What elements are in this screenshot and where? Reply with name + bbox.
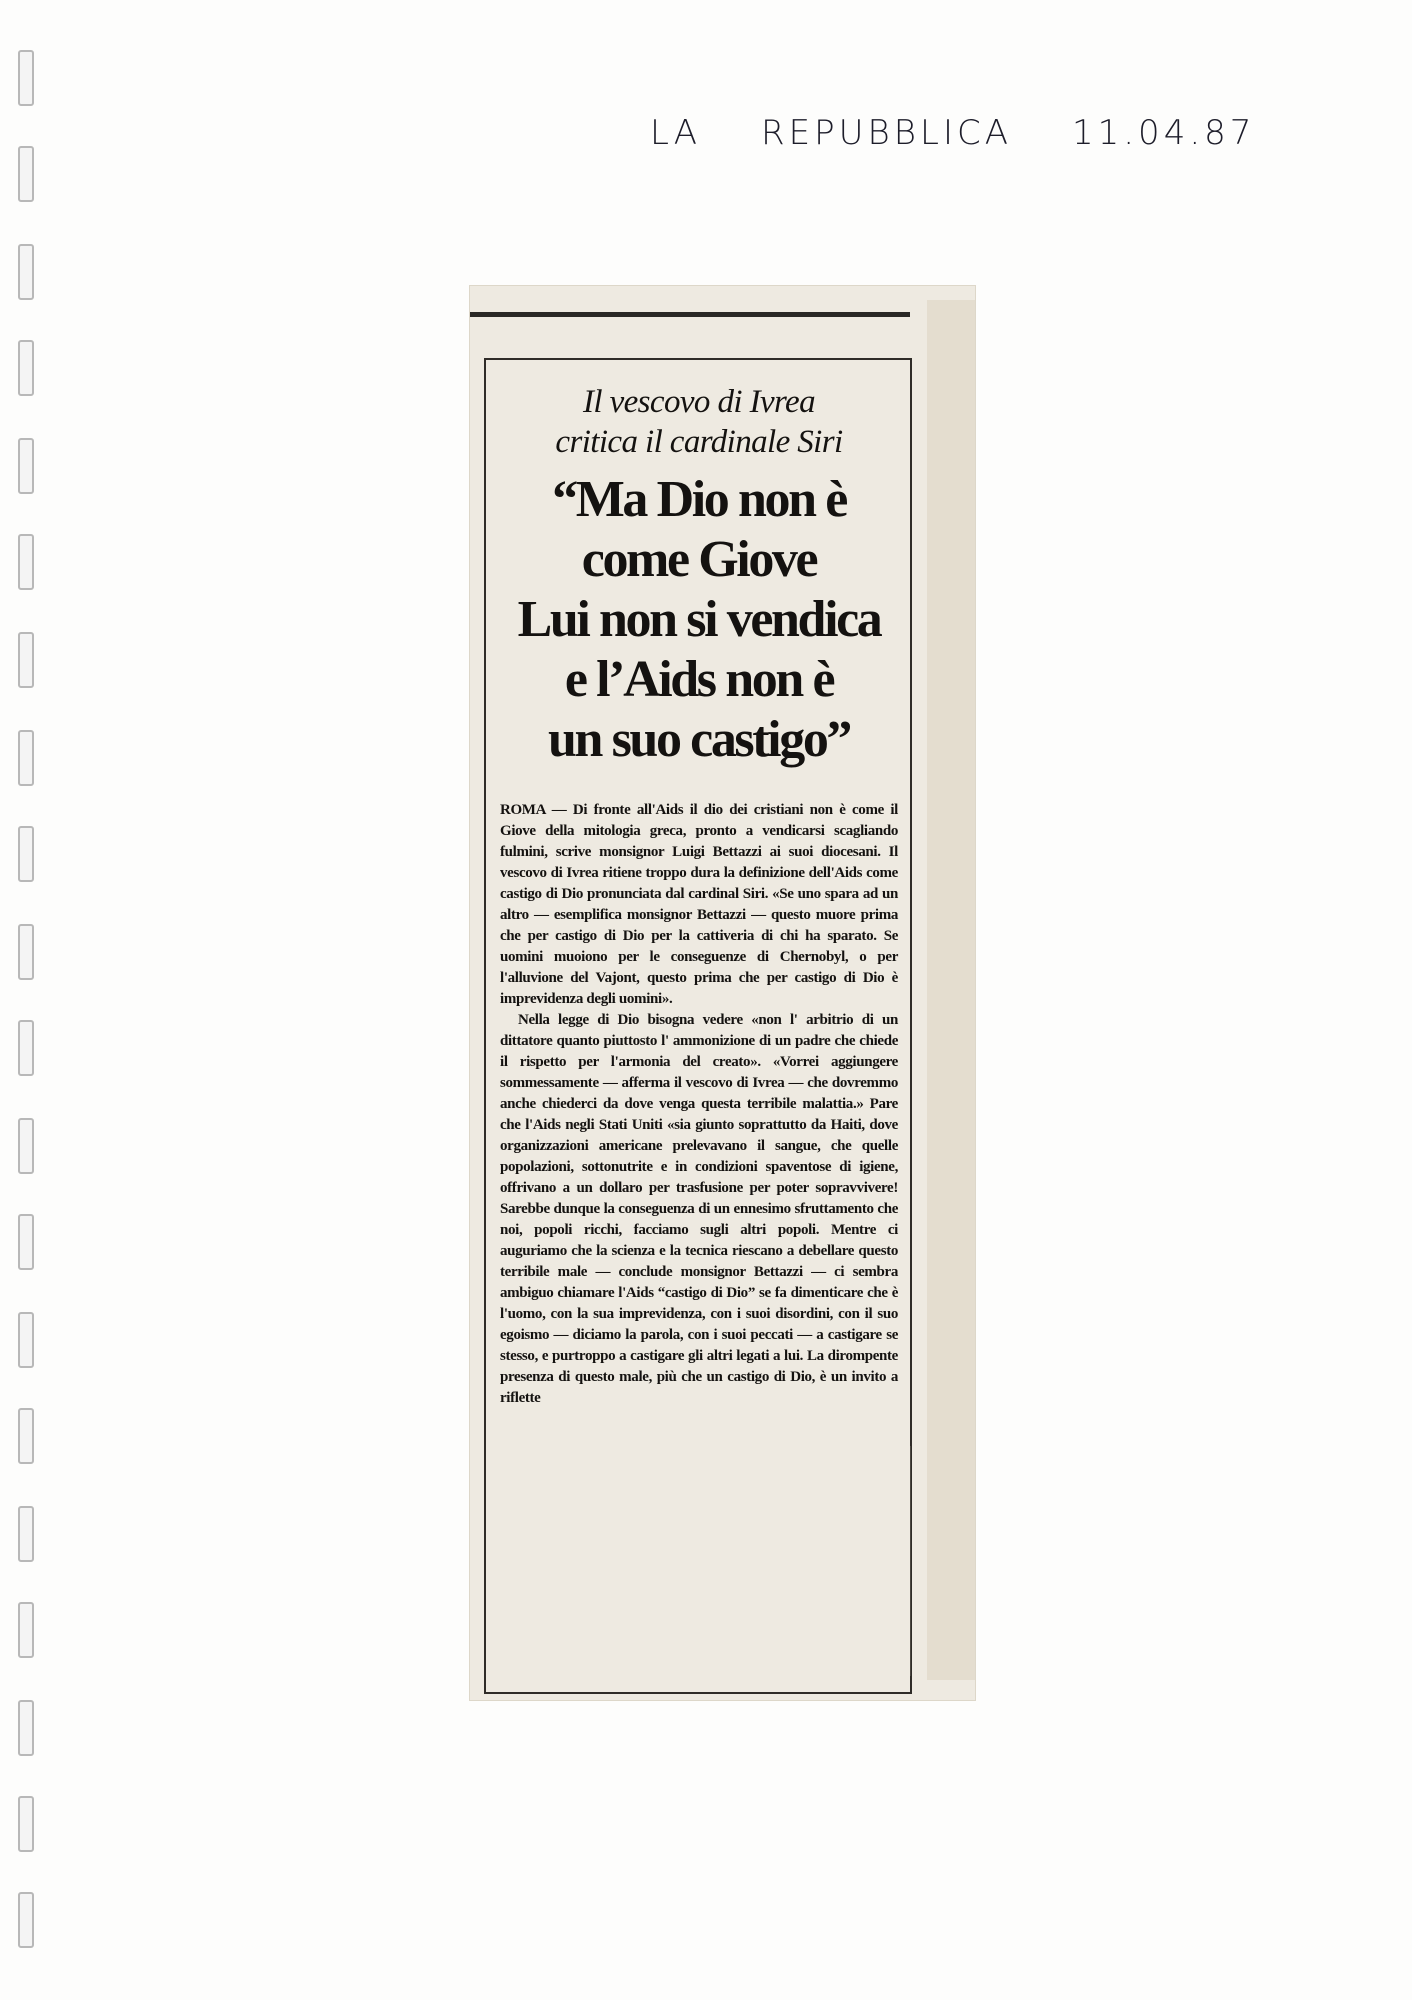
article-kicker — [500, 382, 898, 462]
binder-hole — [18, 632, 34, 688]
binder-hole — [18, 340, 34, 396]
binder-hole — [18, 438, 34, 494]
kicker-line: critica il cardinale Siri — [555, 424, 843, 460]
binder-hole — [18, 1020, 34, 1076]
binder-hole — [18, 50, 34, 106]
binder-hole — [18, 1506, 34, 1562]
article-paragraph: Nella legge di Dio bisogna vedere «non l' arbitrio di un dittatore quanto piuttosto l' ammonizione di un padre che chiede il rispetto per l'armonia del creato». «Vorrei aggiungere sommessamente — afferma il vescovo di Ivrea — che dovremmo anche chiederci da dove venga questa terribile malattia.» Pare che l'Aids negli Stati Uniti «sia giunto soprattutto da Haiti, dove organizzazioni americane prelevavano il sangue, che quelle popolazioni, sottonutrite e in condizioni spaventose di igiene, offrivano a un dollaro per trasfusione per poter sopravvivere! Sarebbe dunque la conseguenza di un ennesimo sfruttamento che noi, popoli ricchi, facciamo sugli altri popoli. Mentre ci auguriamo che la scienza e la tecnica riescano a debellare questo terribile male — conclude monsignor Bettazzi — ci sembra ambiguo chiamare l'Aids “castigo di Dio” se fa dimenticare che è l'uomo, con la sua imprevidenza, con i suoi disordini, con il suo egoismo — diciamo la parola, con i suoi peccati — a castigare se stesso, e purtroppo a castigare gli altri legati a lui. La dirompente presenza di questo male, più che un castigo di Dio, è un invito a riflette — [500, 1012, 898, 1406]
binder-hole — [18, 244, 34, 300]
handwritten-source: LA — [650, 113, 701, 153]
binder-hole — [18, 1602, 34, 1658]
binder-hole — [18, 826, 34, 882]
article-headline — [500, 470, 898, 770]
headline-line: “Ma Dio non è — [552, 471, 846, 528]
handwritten-source-note — [650, 108, 1290, 158]
newspaper-clipping — [470, 286, 975, 1700]
binder-holes — [10, 40, 40, 1960]
binder-hole — [18, 534, 34, 590]
binder-hole — [18, 730, 34, 786]
binder-hole — [18, 1214, 34, 1270]
article-paragraph: ROMA — Di fronte all'Aids il dio dei cristiani non è come il Giove della mitologia greca, pronto a vendicarsi scagliando fulmini, scrive monsignor Luigi Bettazzi ai suoi diocesani. Il vescovo di Ivrea ritiene troppo dura la definizione dell'Aids come castigo di Dio pronunciata dal cardinal Siri. «Se uno spara ad un altro — esemplifica monsignor Bettazzi — questo muore prima che per castigo di Dio per la cattiveria di chi ha sparato. Se uomini muoiono per le conseguenze di Chernobyl, o per l'alluvione del Vajont, questo prima che per castigo di Dio è imprevidenza degli uomini». — [500, 802, 898, 1007]
article-body — [500, 800, 898, 1409]
headline-line: come Giove — [581, 531, 817, 588]
binder-hole — [18, 1408, 34, 1464]
binder-hole — [18, 1312, 34, 1368]
article — [500, 382, 898, 1409]
binder-hole — [18, 924, 34, 980]
handwritten-date: 11.04.87 — [1071, 113, 1256, 153]
headline-line: un suo castigo” — [547, 711, 851, 768]
binder-hole — [18, 146, 34, 202]
binder-hole — [18, 1700, 34, 1756]
binder-hole — [18, 1892, 34, 1948]
headline-line: e l’Aids non è — [564, 651, 834, 708]
headline-line: Lui non si vendica — [517, 591, 881, 648]
kicker-line: Il vescovo di Ivrea — [582, 384, 815, 420]
handwritten-newspaper-name: REPUBBLICA — [760, 113, 1012, 153]
faint-pencil-mark — [910, 1446, 951, 1676]
binder-hole — [18, 1796, 34, 1852]
binder-hole — [18, 1118, 34, 1174]
clipping-top-rule — [470, 312, 910, 317]
